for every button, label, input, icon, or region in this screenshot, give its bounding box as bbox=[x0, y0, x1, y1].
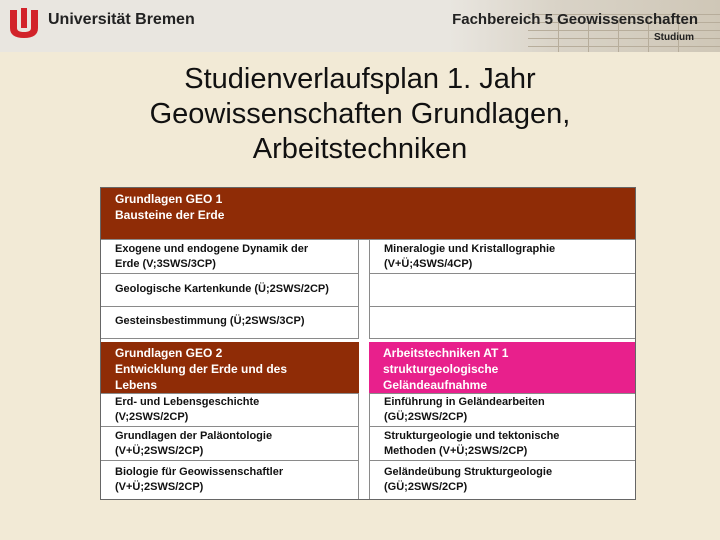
page-title bbox=[0, 62, 720, 167]
module-line: Biologie für Geowissenschaftler bbox=[115, 466, 284, 478]
module-cell bbox=[369, 427, 635, 461]
module-line: (GÜ;2SWS/2CP) bbox=[384, 481, 468, 493]
module-line: Grundlagen der Paläontologie bbox=[115, 430, 273, 442]
block2-header-left bbox=[101, 342, 359, 394]
study-plan-table bbox=[100, 187, 636, 500]
module-line: Einführung in Geländearbeiten bbox=[384, 396, 545, 408]
module-line: Geologische Kartenkunde (Ü;2SWS/2CP) bbox=[115, 283, 329, 295]
block2-header-line: Arbeitstechniken AT 1 bbox=[383, 346, 509, 360]
block2-header-line: Geländeaufnahme bbox=[383, 378, 488, 392]
module-cell bbox=[101, 461, 359, 499]
block1-header bbox=[101, 188, 635, 240]
block2-header-line: Grundlagen GEO 2 bbox=[115, 346, 223, 360]
module-line: Strukturgeologie und tektonische bbox=[384, 430, 560, 442]
module-line: Erde (V;3SWS/3CP) bbox=[115, 258, 216, 270]
empty-cell bbox=[369, 274, 635, 307]
module-line: Geländeübung Strukturgeologie bbox=[384, 466, 553, 478]
module-line: (V+Ü;2SWS/2CP) bbox=[115, 481, 204, 493]
empty-cell bbox=[369, 307, 635, 339]
header-bar bbox=[0, 0, 720, 52]
module-line: Methoden (V+Ü;2SWS/2CP) bbox=[384, 445, 528, 457]
module-line: Mineralogie und Kristallographie bbox=[384, 243, 556, 255]
module-cell bbox=[101, 394, 359, 427]
module-cell bbox=[369, 240, 635, 274]
university-name: Universität Bremen bbox=[48, 11, 195, 28]
block1-header-line: Bausteine der Erde bbox=[115, 208, 225, 222]
module-line: (V+Ü;4SWS/4CP) bbox=[384, 258, 473, 270]
title-line: Arbeitstechniken bbox=[252, 133, 468, 165]
module-line: (V;2SWS/2CP) bbox=[115, 411, 189, 423]
title-line: Geowissenschaften Grundlagen, bbox=[149, 98, 571, 130]
module-cell bbox=[101, 427, 359, 461]
module-line: Gesteinsbestimmung (Ü;2SWS/3CP) bbox=[115, 315, 305, 327]
block2-header-line: Entwicklung der Erde und des bbox=[115, 362, 288, 376]
title-line: Studienverlaufsplan 1. Jahr bbox=[184, 63, 536, 95]
block2-header-line: Lebens bbox=[115, 378, 158, 392]
module-cell bbox=[101, 240, 359, 274]
module-line: Erd- und Lebensgeschichte bbox=[115, 396, 260, 408]
module-cell bbox=[369, 394, 635, 427]
section-label: Studium bbox=[654, 32, 694, 43]
module-line: (GÜ;2SWS/2CP) bbox=[384, 411, 468, 423]
module-line: Exogene und endogene Dynamik der bbox=[115, 243, 309, 255]
module-cell bbox=[101, 274, 359, 307]
block2-header-right bbox=[369, 342, 635, 394]
university-logo-icon bbox=[6, 6, 42, 42]
module-line: (V+Ü;2SWS/2CP) bbox=[115, 445, 204, 457]
block1-header-line: Grundlagen GEO 1 bbox=[115, 192, 223, 206]
faculty-name: Fachbereich 5 Geowissenschaften bbox=[452, 11, 698, 28]
module-cell bbox=[369, 461, 635, 499]
block2-header-line: strukturgeologische bbox=[383, 362, 499, 376]
module-cell bbox=[101, 307, 359, 339]
